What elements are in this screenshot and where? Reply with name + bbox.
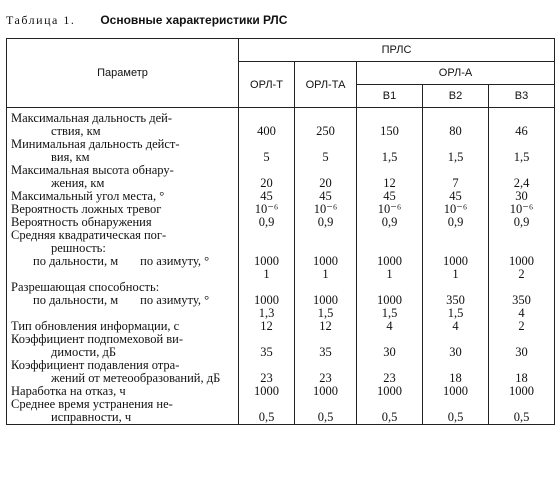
value-cell [295, 138, 357, 164]
table-row [7, 229, 555, 255]
value-text: 30 [449, 345, 462, 359]
value-text: 2,4 [513, 176, 530, 190]
value-cell [357, 164, 423, 190]
table-row [7, 359, 555, 385]
value-text: 23 [319, 371, 332, 385]
value-text: 23 [260, 371, 273, 385]
value-cell [423, 398, 489, 425]
value-text: 1000 [313, 254, 338, 268]
value-text: 45 [383, 189, 396, 203]
value-cell [357, 229, 423, 255]
value-cell [357, 333, 423, 359]
value-text: 1000 [509, 384, 535, 398]
value-text: 20 [319, 176, 332, 190]
value-text: 0,9 [317, 215, 334, 229]
value-cell [357, 108, 423, 139]
value-cell [489, 359, 555, 385]
value-text: 4 [452, 319, 459, 333]
value-text: 20 [260, 176, 273, 190]
value-cell [239, 255, 295, 281]
value-text: 1000 [377, 293, 402, 307]
param-text: по дальности, м [33, 293, 119, 307]
value-cell [295, 229, 357, 255]
param-text: Максимальный угол места, ° [11, 189, 165, 203]
value-cell [357, 320, 423, 333]
param-text: исправности, ч [51, 410, 132, 424]
value-cell [357, 216, 423, 229]
value-text: 0,5 [513, 410, 530, 424]
value-cell [239, 229, 295, 255]
value-text: 1,5 [447, 306, 464, 320]
param-text: Разрешающая способность: [11, 280, 160, 294]
param-text: по дальности, м [33, 254, 119, 268]
value-text: 1000 [254, 293, 279, 307]
value-cell [423, 333, 489, 359]
value-cell [423, 359, 489, 385]
table-row [7, 398, 555, 425]
value-text: 35 [260, 345, 273, 359]
value-cell [489, 385, 555, 398]
value-cell [295, 320, 357, 333]
header-orl-ta: ОРЛ-ТА [295, 62, 357, 108]
param-text: Среднее время устранения не- [11, 397, 173, 411]
value-text: 18 [449, 371, 462, 385]
value-text: 45 [260, 189, 273, 203]
value-cell [357, 398, 423, 425]
value-cell [239, 359, 295, 385]
value-cell [489, 108, 555, 139]
table-body [7, 108, 555, 425]
value-cell [489, 229, 555, 255]
param-text: жения, км [51, 176, 105, 190]
value-text: 1,5 [447, 150, 464, 164]
param-cell [7, 229, 239, 255]
value-cell [357, 138, 423, 164]
header-v1: В1 [357, 85, 423, 108]
value-text: 7 [452, 176, 459, 190]
param-text: Тип обновления информации, с [11, 319, 180, 333]
value-text: 1,5 [381, 150, 398, 164]
value-text: 10⁻⁶ [443, 202, 468, 216]
param-text: жений от метеообразований, дБ [51, 371, 221, 385]
value-cell [423, 164, 489, 190]
value-text: 350 [446, 293, 465, 307]
value-cell [489, 333, 555, 359]
table-row [7, 333, 555, 359]
param-text: ствия, км [51, 124, 101, 138]
value-text: 0,9 [447, 215, 464, 229]
table-row [7, 255, 555, 281]
value-cell [295, 164, 357, 190]
value-text: 1,5 [317, 306, 334, 320]
value-text: 1,5 [513, 150, 530, 164]
value-text: 1 [452, 267, 459, 281]
param-cell [7, 108, 239, 139]
header-v3: В3 [489, 85, 555, 108]
value-text: 5 [322, 150, 329, 164]
value-text: 0,5 [317, 410, 334, 424]
value-text: 18 [515, 371, 528, 385]
value-text: 2 [518, 319, 525, 333]
param-text: Вероятность обнаружения [11, 215, 152, 229]
value-cell [423, 229, 489, 255]
value-cell [423, 385, 489, 398]
table-row [7, 108, 555, 139]
value-cell [239, 398, 295, 425]
value-cell [423, 294, 489, 320]
value-text: 12 [319, 319, 332, 333]
value-cell [357, 359, 423, 385]
table-title: Основные характеристики РЛС [100, 13, 288, 27]
param-cell [7, 359, 239, 385]
value-text: 23 [383, 371, 396, 385]
value-cell [295, 398, 357, 425]
value-text: 30 [515, 345, 528, 359]
table-caption [6, 10, 554, 30]
value-text: 0,5 [258, 410, 275, 424]
value-text: 30 [383, 345, 396, 359]
value-cell [357, 255, 423, 281]
table-header [7, 39, 555, 108]
value-cell [489, 138, 555, 164]
table-number: Таблица 1. [6, 13, 76, 27]
param-text: Наработка на отказ, ч [11, 384, 126, 398]
value-cell [423, 255, 489, 281]
value-text: 0,9 [258, 215, 275, 229]
value-cell [423, 216, 489, 229]
value-cell [295, 294, 357, 320]
value-text: 1000 [377, 254, 402, 268]
value-cell [295, 385, 357, 398]
table-row [7, 294, 555, 320]
value-text: 35 [319, 345, 332, 359]
param-text: решность: [51, 241, 106, 255]
value-text: 1000 [377, 384, 402, 398]
value-text: 10⁻⁶ [313, 202, 338, 216]
value-text: 10⁻⁶ [254, 202, 279, 216]
value-cell [295, 255, 357, 281]
value-cell [295, 333, 357, 359]
table-row [7, 138, 555, 164]
param-cell [7, 398, 239, 425]
value-text: 4 [518, 306, 525, 320]
value-text: 350 [512, 293, 531, 307]
param-cell [7, 294, 239, 320]
value-cell [239, 385, 295, 398]
value-cell [489, 164, 555, 190]
value-text: 1000 [443, 384, 468, 398]
param-text: Максимальная высота обнару- [11, 163, 174, 177]
value-cell [489, 398, 555, 425]
value-text: 10⁻⁶ [509, 202, 534, 216]
value-text: 5 [263, 150, 270, 164]
param-text: Коэффициент подавления отра- [11, 358, 180, 372]
value-text: 1000 [313, 293, 338, 307]
param-cell [7, 138, 239, 164]
characteristics-table [6, 38, 555, 425]
value-text: 10⁻⁶ [377, 202, 402, 216]
value-cell [239, 108, 295, 139]
value-text: 1000 [443, 254, 468, 268]
param-text: димости, дБ [51, 345, 117, 359]
value-text: 45 [319, 189, 332, 203]
value-text: 4 [386, 319, 393, 333]
value-cell [423, 320, 489, 333]
value-cell [489, 216, 555, 229]
header-v2: В2 [423, 85, 489, 108]
value-text: 1,3 [258, 306, 275, 320]
value-text: 0,9 [381, 215, 398, 229]
value-cell [423, 108, 489, 139]
value-cell [239, 333, 295, 359]
value-text: 150 [380, 124, 399, 138]
value-cell [423, 138, 489, 164]
value-text: 45 [449, 189, 462, 203]
value-text: 0,9 [513, 215, 530, 229]
param-text: Максимальная дальность дей- [11, 111, 172, 125]
param-text: Коэффициент подпомеховой ви- [11, 332, 184, 346]
value-cell [489, 320, 555, 333]
value-text: 46 [515, 124, 528, 138]
value-cell [239, 164, 295, 190]
param-text: Средняя квадратическая пог- [11, 228, 167, 242]
value-text: 30 [515, 189, 528, 203]
header-orl-t: ОРЛ-Т [239, 62, 295, 108]
value-cell [489, 294, 555, 320]
value-cell [295, 108, 357, 139]
value-text: 1 [386, 267, 393, 281]
header-orl-a: ОРЛ-А [357, 62, 555, 85]
value-text: 1000 [254, 254, 279, 268]
value-cell [295, 216, 357, 229]
value-text: 400 [257, 124, 276, 138]
param-text: по азимуту, ° [140, 254, 210, 268]
value-cell [239, 320, 295, 333]
param-text: по азимуту, ° [140, 293, 210, 307]
value-text: 0,5 [381, 410, 398, 424]
value-text: 1 [263, 267, 270, 281]
param-cell [7, 255, 239, 281]
value-cell [357, 385, 423, 398]
value-text: 1,5 [381, 306, 398, 320]
value-text: 1000 [509, 254, 535, 268]
value-text: 1000 [254, 384, 279, 398]
header-prls: ПРЛС [239, 39, 555, 62]
value-text: 250 [316, 124, 335, 138]
value-cell [239, 294, 295, 320]
param-text: Минимальная дальность дейст- [11, 137, 180, 151]
value-text: 1000 [313, 384, 338, 398]
param-text: Вероятность ложных тревог [11, 202, 162, 216]
value-cell [239, 216, 295, 229]
value-cell [357, 294, 423, 320]
value-text: 0,5 [447, 410, 464, 424]
param-cell [7, 164, 239, 190]
value-text: 2 [518, 267, 525, 281]
header-param: Параметр [7, 39, 239, 108]
value-cell [239, 138, 295, 164]
value-cell [295, 359, 357, 385]
value-text: 1 [322, 267, 329, 281]
value-text: 12 [383, 176, 396, 190]
table-row [7, 164, 555, 190]
value-text: 80 [449, 124, 462, 138]
value-text: 12 [260, 319, 273, 333]
param-cell [7, 333, 239, 359]
param-text: вия, км [51, 150, 90, 164]
value-cell [489, 255, 555, 281]
